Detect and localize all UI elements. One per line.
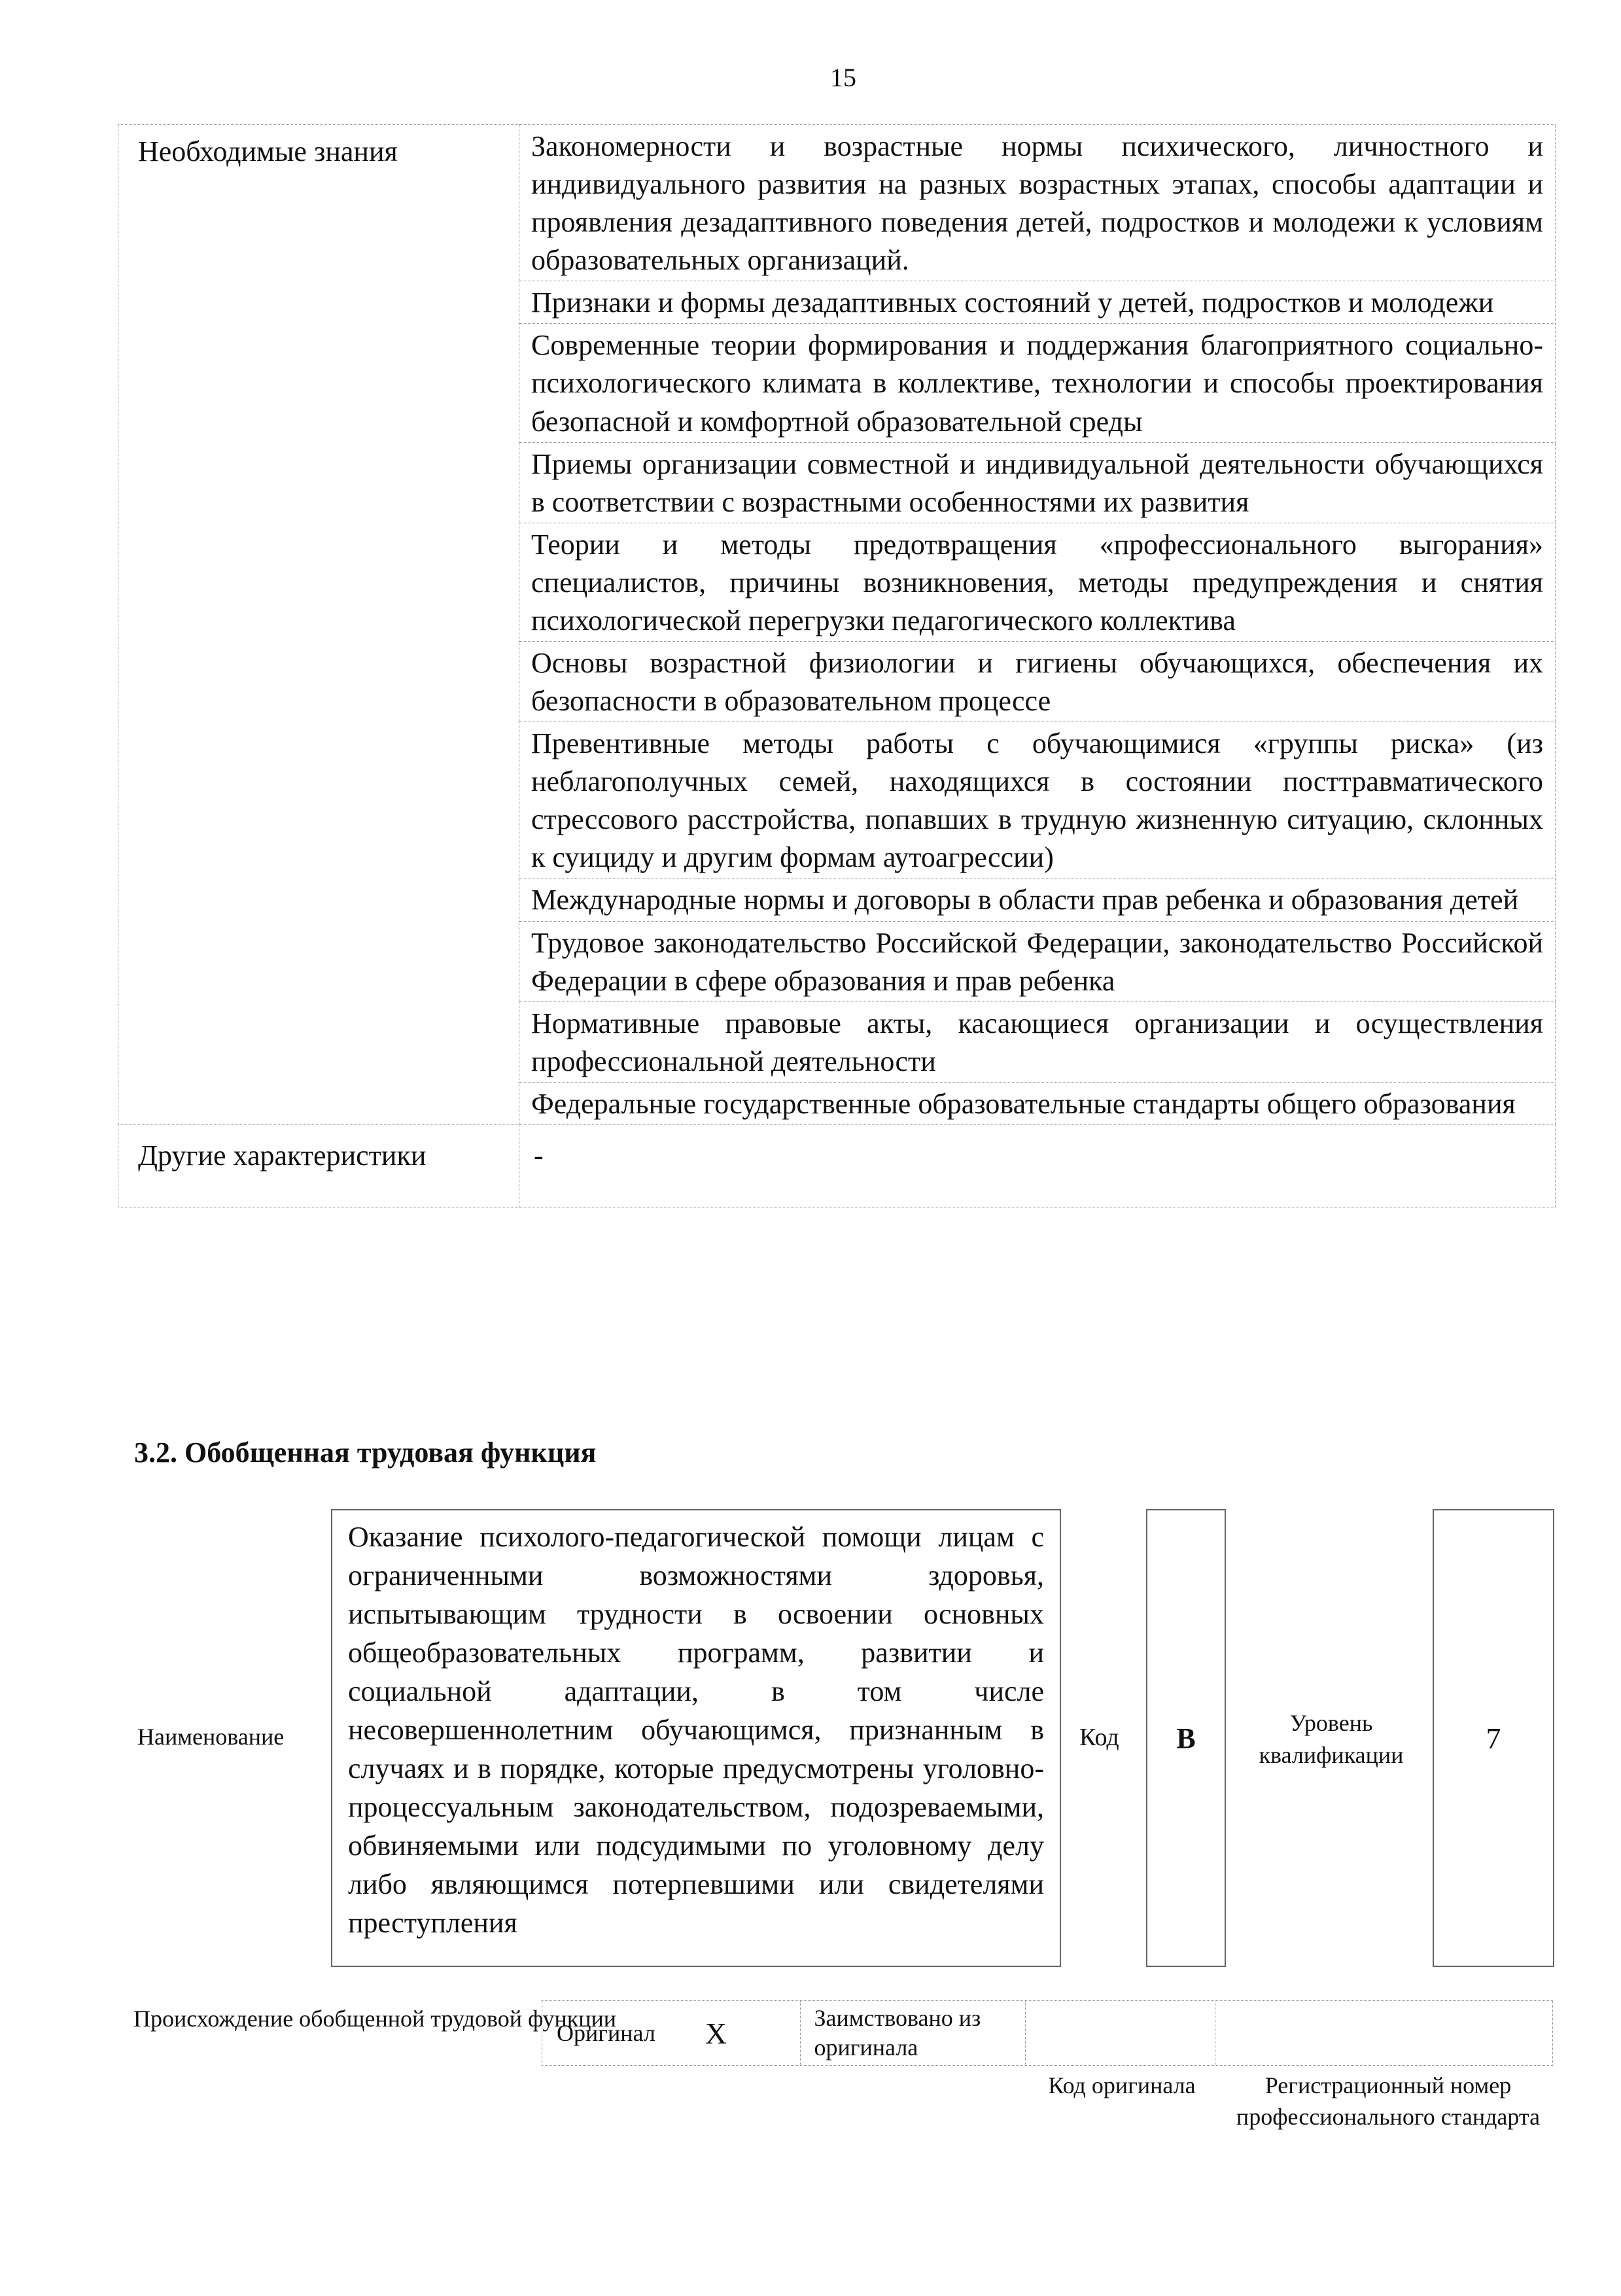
original-code-caption: Код оригинала: [1048, 2072, 1196, 2098]
knowledge-item: Трудовое законодательство Российской Федерации, законодательство Российской Федерации в сфере образования и прав ребенка: [519, 921, 1556, 1001]
qualification-level-box: 7: [1433, 1509, 1554, 1967]
knowledge-item: Основы возрастной физиологии и гигиены обучающихся, обеспечения их безопасности в образовательном процессе: [519, 642, 1556, 722]
code-label: Код: [1079, 1724, 1119, 1751]
other-characteristics-row: [118, 1124, 1556, 1208]
registration-number-cell: [1215, 2001, 1552, 2065]
knowledge-item: Превентивные методы работы с обучающимися «группы риска» (из неблагополучных семей, находящихся в состоянии посттравматического стрессового расстройства, попавших в трудную жизненную ситуацию, склонных к суициду и другим формам аутоагрессии): [519, 722, 1556, 878]
section-heading: 3.2. Обобщенная трудовая функция: [134, 1436, 597, 1469]
original-label: Оригинал: [557, 2020, 655, 2046]
knowledge-item: Признаки и формы дезадаптивных состояний у детей, подростков и молодежи: [519, 281, 1556, 324]
original-code-cell: [1026, 2001, 1215, 2065]
knowledge-item: Нормативные правовые акты, касающиеся организации и осуществления профессиональной деятельности: [519, 1001, 1556, 1082]
knowledge-item: Современные теории формирования и поддержания благоприятного социально-психологического климата в коллективе, технологии и способы проектирования безопасной и комфортной образовательной среды: [519, 324, 1556, 442]
code-box: В: [1146, 1509, 1226, 1967]
knowledge-item: Международные нормы и договоры в области прав ребенка и образования детей: [519, 878, 1556, 921]
knowledge-item: Приемы организации совместной и индивидуальной деятельности обучающихся в соответствии с возрастными особенностями их развития: [519, 442, 1556, 523]
other-characteristics-value: -: [519, 1124, 1556, 1208]
knowledge-item: Теории и методы предотвращения «профессионального выгорания» специалистов, причины возникновения, методы предупреждения и снятия психологической перегрузки педагогического коллектива: [519, 523, 1556, 641]
registration-number-caption: Регистрационный номер профессионального стандарта: [1236, 2072, 1541, 2130]
knowledge-item: Закономерности и возрастные нормы психического, личностного и индивидуального развития на разных возрастных этапах, способы адаптации и проявления дезадаптивного поведения детей, подростков и молодежи к условиям образовательных организаций.: [519, 125, 1556, 281]
borrowed-cell: Заимствовано из оригинала: [801, 2001, 1026, 2065]
knowledge-row: [118, 125, 1556, 281]
knowledge-table: [118, 124, 1556, 1208]
name-label: Наименование: [137, 1724, 285, 1750]
page-number: 15: [830, 63, 856, 92]
qualification-level-label: Уровень квалификации: [1259, 1710, 1404, 1768]
knowledge-item: Федеральные государственные образовательные стандарты общего образования: [519, 1082, 1556, 1124]
origin-row: [542, 2000, 1553, 2066]
knowledge-label: Необходимые знания: [118, 125, 519, 1125]
other-characteristics-label: Другие характеристики: [118, 1124, 519, 1208]
original-mark: Х: [705, 2016, 727, 2050]
function-name-box: Оказание психолого-педагогической помощи лицам с ограниченными возможностями здоровья, испытывающим трудности в освоении основных общеобразовательных программ, развитии и социальной адаптации, в том числе несовершеннолетним обучающимся, признанным в случаях и в порядке, которые предусмотрены уголовно-процессуальным законодательством, подозреваемыми, обвиняемыми или подсудимыми по уголовному делу либо являющимся потерпевшими или свидетелями преступления: [331, 1509, 1061, 1967]
original-cell: [542, 2001, 801, 2065]
origin-label: Происхождение обобщенной трудовой функции: [133, 2006, 617, 2032]
